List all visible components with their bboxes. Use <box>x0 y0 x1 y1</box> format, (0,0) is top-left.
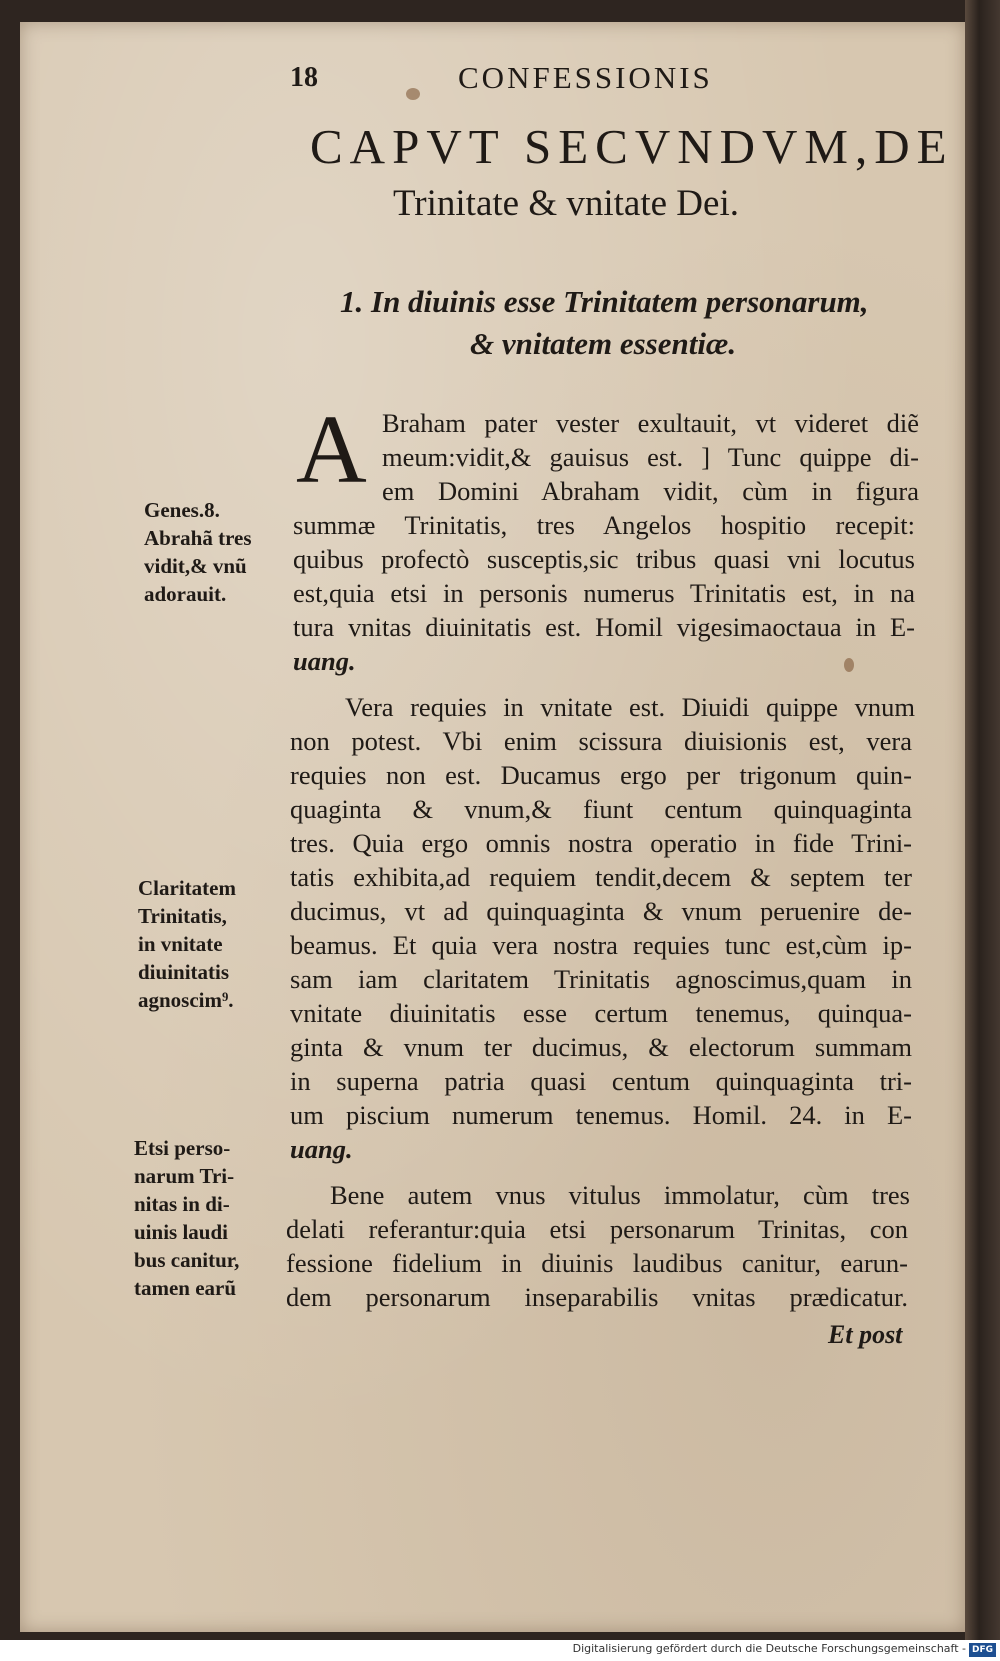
body-line: ginta & vnum ter ducimus, & electorum summam <box>290 1032 912 1062</box>
margin-note-line: Trinitatis, <box>138 904 227 928</box>
body-line: uang. <box>290 1134 353 1164</box>
body-line: in superna patria quasi centum quinquaginta tri- <box>290 1066 912 1096</box>
body-line: dem personarum inseparabilis vnitas prædicatur. <box>286 1282 908 1312</box>
chapter-subtitle: Trinitate & vnitate Dei. <box>393 183 739 224</box>
margin-note-line: Etsi perso- <box>134 1136 231 1160</box>
ink-stain <box>406 88 420 100</box>
body-line: requies non est. Ducamus ergo per trigonum quin- <box>290 760 912 790</box>
margin-note-line: tamen earũ <box>134 1276 237 1300</box>
book-edge <box>965 0 1000 1640</box>
funding-credit: Digitalisierung gefördert durch die Deutsche Forschungsgemeinschaft - <box>572 1642 966 1655</box>
body-line: vnitate diuinitatis esse certum tenemus, quinqua- <box>290 998 912 1028</box>
margin-note-line: vidit,& vnũ <box>144 554 247 578</box>
running-head: CONFESSIONIS <box>458 60 713 95</box>
margin-note-claritatem <box>138 874 236 1014</box>
body-line: Braham pater vester exultauit, vt videret diẽ <box>382 408 919 438</box>
body-line: sam iam claritatem Trinitatis agnoscimus,quam in <box>290 964 912 994</box>
body-line: tura vnitas diuinitatis est. Homil vigesimaoctaua in E- <box>293 612 915 642</box>
book-page <box>20 22 965 1632</box>
body-line: Bene autem vnus vitulus immolatur, cùm tres <box>330 1180 910 1210</box>
body-line: quaginta & vnum,& fiunt centum quinquaginta <box>290 794 912 824</box>
margin-note-line: adorauit. <box>144 582 227 606</box>
body-line: delati referantur:quia etsi personarum Trinitas, con <box>286 1214 908 1244</box>
margin-note-line: nitas in di- <box>134 1192 230 1216</box>
margin-note-line: narum Tri- <box>134 1164 235 1188</box>
body-line: ducimus, vt ad quinquaginta & vnum peruenire de- <box>290 896 912 926</box>
margin-note-line: Abrahã tres <box>144 526 252 550</box>
margin-note-genesis <box>144 496 252 608</box>
dfg-logo: DFG <box>969 1643 996 1657</box>
section-heading-2: & vnitatem essentiæ. <box>470 326 737 361</box>
margin-note-line: Claritatem <box>138 876 236 900</box>
body-line: summæ Trinitatis, tres Angelos hospitio recepit: <box>293 510 915 540</box>
body-line: tatis exhibita,ad requiem tendit,decem & septem ter <box>290 862 912 892</box>
body-line: Vera requies in vnitate est. Diuidi quippe vnum <box>345 692 915 722</box>
margin-note-line: diuinitatis <box>138 960 230 984</box>
body-line: meum:vidit,& gauisus est. ] Tunc quippe di- <box>382 442 919 472</box>
section-heading-1: 1. In diuinis esse Trinitatem personarum, <box>340 284 869 319</box>
margin-note-line: uinis laudi <box>134 1220 228 1244</box>
body-line: beamus. Et quia vera nostra requies tunc est,cùm ip- <box>290 930 912 960</box>
margin-note-line: Genes.8. <box>144 498 220 522</box>
drop-cap: A <box>296 396 367 504</box>
margin-note-line: in vnitate <box>138 932 223 956</box>
margin-note-etsi <box>134 1134 239 1302</box>
chapter-title: CAPVT SECVNDVM,DE <box>310 119 954 174</box>
body-line: em Domini Abraham vidit, cùm in figura <box>382 476 919 506</box>
page-number: 18 <box>290 62 318 93</box>
body-line: fessione fidelium in diuinis laudibus canitur, earun- <box>286 1248 908 1278</box>
body-line: quibus profectò susceptis,sic tribus quasi vni locutus <box>293 544 915 574</box>
body-line: est,quia etsi in personis numerus Trinitatis est, in na <box>293 578 915 608</box>
footer-bar <box>0 1640 1000 1661</box>
body-line: uang. <box>293 646 356 676</box>
margin-note-line: bus canitur, <box>134 1248 240 1272</box>
body-line: um piscium numerum tenemus. Homil. 24. in E- <box>290 1100 912 1130</box>
ink-stain <box>844 658 854 672</box>
body-line: tres. Quia ergo omnis nostra operatio in fide Trini- <box>290 828 912 858</box>
margin-note-line: agnoscim⁹. <box>138 988 234 1012</box>
catchword: Et post <box>828 1320 903 1349</box>
body-line: non potest. Vbi enim scissura diuisionis est, vera <box>290 726 912 756</box>
